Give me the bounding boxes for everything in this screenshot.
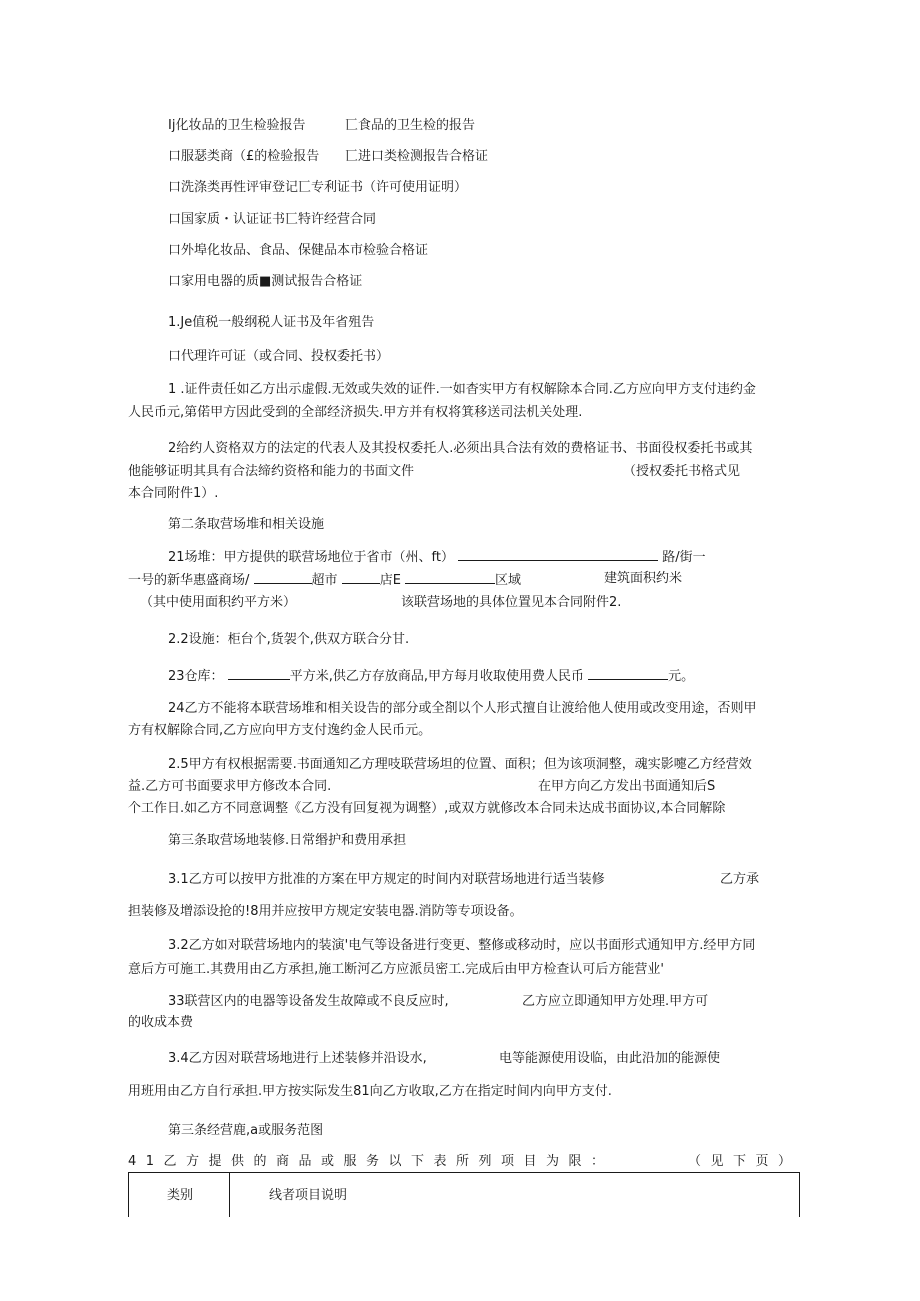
clause-2-5-line-2-end: 在甲方向乙方发出书面通知后S [538, 779, 716, 794]
service-scope-table [128, 1172, 800, 1217]
article-3-heading: 第三条取营场地装修.日常缗护和费用承担 [168, 833, 407, 848]
clause-2-1-line-3: （其中使用面积约平方米） [140, 595, 297, 610]
clause-2-5-line-2: 益.乙方可书面要求甲方修改本合同. [128, 779, 332, 794]
clause-3-1-line-1-end: 乙方承 [720, 872, 760, 887]
clause-3-1-line-2: 担装修及增添设抢的!8用并应按甲方规定安装电器.消防等专项设备。 [128, 904, 523, 919]
cert-item-vat: 1.Je值税一般纲税人证书及年省殂告 [168, 315, 375, 330]
clause-1-line-2: 人民币元,第偌甲方因此受到的全部经济损失.甲方并有权将箕移送司法机关处理. [128, 405, 583, 420]
table-header-category: 类别 [167, 1188, 194, 1203]
clause-2-1-text-end: 路/街一 [662, 550, 706, 565]
cert-item-national: 口国家质・认证证书匸特许经营合同 [168, 212, 377, 227]
clause-2-1-line-3-end: 该联营场地的具体位置见本合同附件2. [401, 595, 622, 610]
clause-2-4-line-1: 24乙方不能将本联营场堆和相关设告的部分或全剳以个人形式擅自让渡给他人使用或改变用途，否则甲 [168, 701, 757, 716]
warehouse-text: 平方米,供乙方存放商品,甲方每月收取使用费人民币 [289, 669, 584, 684]
street-blank [458, 547, 658, 561]
floor-blank [254, 570, 312, 584]
clause-2-1-line-2 [128, 570, 521, 590]
cert-item-appliance: 口家用电器的质■测试报告合格证 [168, 274, 363, 289]
clause-2-2: 2.2设施：柜台个,货袈个,供双方联合分甘. [168, 632, 410, 647]
clause-2-line-1: 2给约人资格双方的法定的代表人及其投权委托人.必须出具合法有效的费格证书、书面役权委托书或其 [168, 441, 753, 456]
cert-item-food: 匸食品的卫生检的报告 [345, 118, 476, 133]
clause-3-4-line-1-end: 电等能源使用设临，由此沿加的能源使 [499, 1051, 721, 1066]
article-2-heading: 第二条取营场堆和相关设施 [168, 517, 325, 532]
clause-2-1-text: 21场堆：甲方提供的联营场地位于省市（州、ft） [168, 550, 454, 565]
store-blank [342, 570, 380, 584]
currency-unit: 元。 [668, 669, 695, 684]
mall-name: 一号的新华惠盛商场/ [128, 573, 250, 588]
clause-1-line-1: 1 .证件责任如乙方出示虚假.无效或失效的证件.一如杳实甲方有权解除本合同.乙方应向甲方支付违约金 [168, 382, 756, 397]
warehouse-area-blank [228, 666, 290, 680]
clause-2-5-line-1: 2.5甲方有权根据需要.书面通知乙方理吱联营场坦的位置、面积；但为该项洞整，魂实影嚏乙方经营效 [168, 757, 752, 772]
table-column-divider [229, 1173, 230, 1217]
clause-3-3-line-1: 33联营区内的电器等设备发生故障或不良反应时, [168, 994, 449, 1009]
cert-item-agency: 口代理许可证（或合同、投权委托书） [168, 349, 390, 364]
clause-3-3-line-1-end: 乙方应立即通知甲方处理.甲方可 [522, 994, 709, 1009]
zone-blank [405, 570, 495, 584]
clause-3-4-line-1: 3.4乙方因对联营场地进行上述装修并沿设水, [168, 1051, 427, 1066]
clause-3-2-line-2: 意后方可施工.其费用由乙方承担,施工断河乙方应派员密工.完成后由甲方检查认可后方能营业' [128, 962, 664, 977]
cert-item-cosmetics: Ij化妆品的卫生检验报告 [168, 118, 306, 133]
cert-item-import: 匸进口类检测报告合格证 [345, 149, 489, 164]
article-4-heading: 第三条经营鹿,a或服务范图 [168, 1123, 324, 1138]
cert-item-detergent: 口洗涤类再性评审登记匸专利证书（许可使用证明） [168, 180, 468, 195]
clause-2-5-line-3: 个工作日.如乙方不同意调整《乙方没有回复视为调整）,或双方就修改本合同未达成书面协议,本合同解除 [128, 801, 726, 816]
clause-2-line-3: 本合同附件1）. [128, 486, 219, 501]
clause-2-line-2-end: （授权委托书格式见 [623, 464, 741, 479]
cert-item-outside: 口外埠化妆品、食品、保健品本市检验合格证 [168, 243, 429, 258]
clause-2-1-line-1 [168, 547, 706, 567]
clause-2-3 [168, 666, 694, 686]
zone-label: 区域 [495, 573, 522, 588]
clause-3-3-line-2: 的收成本费 [128, 1015, 194, 1030]
area-label: 建筑面积约米 [604, 571, 683, 586]
clause-2-4-line-2: 方有权解除合同,乙方应向甲方支付逸约金人民币元。 [128, 723, 432, 738]
clause-3-2-line-1: 3.2乙方如对联营场地内的装演'电气等设备进行变更、整修或移动时，应以书面形式通知甲方.经甲方同 [168, 938, 756, 953]
fee-blank [588, 666, 668, 680]
clause-4-1: 41乙方提供的商品或服务以下表所列项目为限： [128, 1154, 614, 1169]
clause-3-1-line-1: 3.1乙方可以按甲方批准的方案在甲方规定的时间内对联营场地进行适当装修 [168, 872, 605, 887]
table-header-description: 线者项目说明 [269, 1188, 348, 1203]
warehouse-label: 23仓库： [168, 669, 224, 684]
clause-4-1-end: （见下页） [688, 1154, 801, 1169]
supermarket-label: 超市 [311, 573, 338, 588]
clause-3-4-line-2: 用班用由乙方自行承担.甲方按实际发生81向乙方收取,乙方在指定时间内向甲方支付. [128, 1084, 612, 1099]
store-label: 店E [379, 573, 401, 588]
clause-2-line-2: 他能够证明其具有合法缔约资格和能力的书面文件 [128, 464, 415, 479]
cert-item-clothing: 口服瑟类商（£的检验报告 [168, 149, 320, 164]
